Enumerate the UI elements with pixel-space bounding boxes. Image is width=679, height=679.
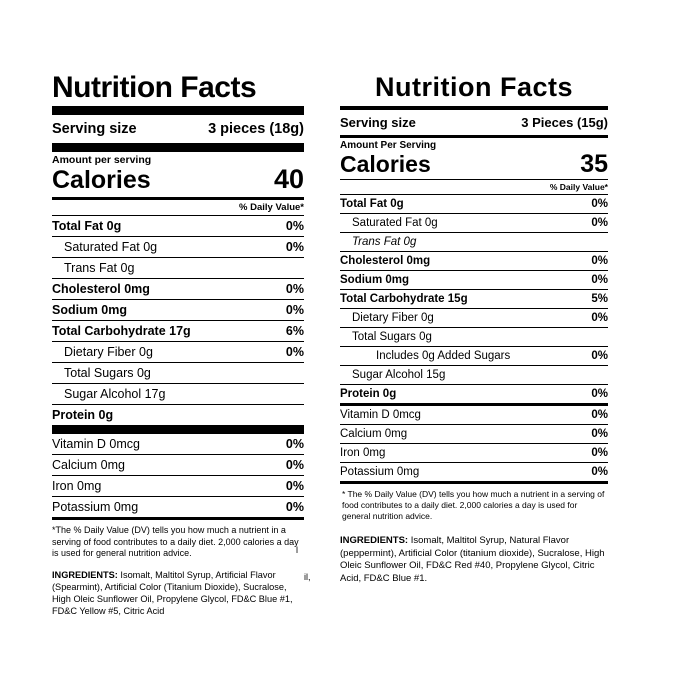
title-block-right <box>340 72 608 110</box>
page-title-right: Nutrition Facts <box>374 72 573 102</box>
nutrient-label: Potassium 0mg <box>340 466 420 478</box>
nutrient-label: Sodium 0mg <box>340 274 410 286</box>
divider-thick-left <box>52 143 304 152</box>
serving-size-value: 3 pieces (18g) <box>208 121 304 137</box>
nutrient-label: Sugar Alcohol 17g <box>64 387 166 401</box>
nutrient-dv: 0% <box>285 500 304 514</box>
nutrient-row <box>52 455 304 475</box>
nutrient-label: Saturated Fat 0g <box>352 217 438 229</box>
ingredients-block-left <box>52 560 304 617</box>
nutrient-row <box>340 271 608 289</box>
nutrient-dv: 6% <box>285 324 304 338</box>
nutrient-dv: 0% <box>285 282 304 296</box>
nutrient-row <box>340 233 608 251</box>
nutrient-row <box>52 279 304 299</box>
nutrient-label: Total Sugars 0g <box>64 366 151 380</box>
nutrient-label: Cholesterol 0mg <box>340 255 431 267</box>
nutrient-row <box>52 384 304 404</box>
nutrient-row <box>340 214 608 232</box>
nutrient-row <box>340 252 608 270</box>
nutrient-row <box>52 405 304 425</box>
serving-size-value: 3 Pieces (15g) <box>521 115 608 130</box>
nutrient-label: Total Carbohydrate 15g <box>340 293 468 305</box>
nutrient-dv: 0% <box>285 479 304 493</box>
nutrient-label: Protein 0g <box>52 408 114 422</box>
stray-text-fragment-1: l <box>296 545 298 555</box>
nutrient-dv: 0% <box>591 312 608 324</box>
nutrient-row <box>52 321 304 341</box>
nutrient-dv: 0% <box>591 255 608 267</box>
nutrient-dv: 0% <box>591 388 608 400</box>
nutrient-dv: 0% <box>591 428 608 440</box>
nutrient-row <box>340 425 608 443</box>
nutrient-row <box>52 300 304 320</box>
nutrient-row <box>52 434 304 454</box>
title-block-left <box>52 72 304 115</box>
nutrient-dv: 0% <box>285 240 304 254</box>
nutrient-row <box>52 258 304 278</box>
nutrient-dv: 0% <box>285 437 304 451</box>
ingredients-label-left: INGREDIENTS: <box>52 569 118 580</box>
nutrient-dv: 0% <box>591 409 608 421</box>
page-title-left: Nutrition Facts <box>52 71 257 104</box>
nutrient-row <box>52 476 304 496</box>
nutrient-dv: 0% <box>285 458 304 472</box>
serving-size-row-right <box>340 110 608 135</box>
nutrient-label: Vitamin D 0mcg <box>52 437 140 451</box>
nutrient-row <box>340 195 608 213</box>
nutrient-label: Calcium 0mg <box>340 428 408 440</box>
nutrient-dv: 0% <box>591 274 608 286</box>
nutrient-label: Trans Fat 0g <box>64 261 135 275</box>
nutrient-dv: 0% <box>591 198 608 210</box>
amount-per-serving-label-left: Amount per serving <box>52 154 152 166</box>
ingredients-label-right: INGREDIENTS: <box>340 535 409 546</box>
nutrient-row <box>52 216 304 236</box>
nutrient-label: Protein 0g <box>340 388 397 400</box>
calories-label-right: Calories <box>340 151 431 177</box>
calories-value-right: 35 <box>580 150 608 178</box>
nutrient-dv: 0% <box>591 466 608 478</box>
nutrient-label: Dietary Fiber 0g <box>64 345 153 359</box>
nutrient-row <box>52 497 304 517</box>
stray-text-fragment-2: il, <box>304 572 311 582</box>
nutrient-label: Iron 0mg <box>52 479 102 493</box>
nutrient-label: Total Fat 0g <box>52 219 122 233</box>
nutrient-label: Total Sugars 0g <box>352 331 432 343</box>
nutrient-row <box>340 463 608 481</box>
nutrient-label: Saturated Fat 0g <box>64 240 158 254</box>
divider-thick-left-2 <box>52 425 304 434</box>
nutrient-label: Iron 0mg <box>340 447 386 459</box>
nutrient-dv: 0% <box>285 303 304 317</box>
nutrition-facts-panel-right <box>340 72 608 585</box>
nutrient-label: Total Fat 0g <box>340 198 404 210</box>
nutrient-label: Dietary Fiber 0g <box>352 312 434 324</box>
nutrient-dv: 0% <box>591 447 608 459</box>
nutrient-row <box>52 363 304 383</box>
daily-value-footnote-left: *The % Daily Value (DV) tells you how much a nutrient in a serving of food contributes to a daily diet. 2,000 calories a day is used for general nutrition advice. <box>52 525 299 558</box>
nutrient-label: Sugar Alcohol 15g <box>352 369 446 381</box>
nutrient-dv: 0% <box>285 345 304 359</box>
nutrient-label: Calcium 0mg <box>52 458 125 472</box>
ingredients-text-right: Isomalt, Maltitol Syrup, Natural Flavor (peppermint), Artificial Color (titanium dioxide), Sucralose, High Oleic Sunflower Oil, FD&C Red #40, Propylene Glycol, Citric Acid, FD&C Blue #1. <box>340 535 605 584</box>
serving-size-row-left <box>52 115 304 143</box>
nutrient-row <box>340 290 608 308</box>
daily-value-header-right: % Daily Value* <box>549 182 608 192</box>
nutrient-dv: 0% <box>285 219 304 233</box>
nutrient-row <box>52 237 304 257</box>
nutrient-label: Trans Fat 0g <box>352 236 417 248</box>
nutrient-label: Total Carbohydrate 17g <box>52 324 191 338</box>
calories-value-left: 40 <box>273 164 304 194</box>
nutrient-label: Vitamin D 0mcg <box>340 409 421 421</box>
ingredients-block-right <box>340 522 608 585</box>
nutrient-dv: 5% <box>591 293 608 305</box>
daily-value-footnote-right: * The % Daily Value (DV) tells you how much a nutrient in a serving of food contributes to a daily diet. 2,000 calories a day is used for general nutrition advice. <box>342 489 605 521</box>
nutrient-row <box>340 309 608 327</box>
nutrient-row <box>340 366 608 384</box>
nutrient-row <box>340 385 608 403</box>
nutrition-facts-panel-left <box>52 72 304 617</box>
nutrient-label: Sodium 0mg <box>52 303 128 317</box>
calories-row-right <box>340 151 608 179</box>
nutrient-dv: 0% <box>591 350 608 362</box>
nutrient-row <box>52 342 304 362</box>
nutrient-label: Cholesterol 0mg <box>52 282 150 296</box>
serving-size-label: Serving size <box>340 115 416 130</box>
nutrient-dv: 0% <box>591 217 608 229</box>
amount-per-serving-label-right: Amount Per Serving <box>340 140 437 151</box>
nutrient-row <box>340 444 608 462</box>
calories-label-left: Calories <box>52 166 151 194</box>
nutrient-label: Includes 0g Added Sugars <box>376 350 511 362</box>
calories-row-left <box>52 166 304 197</box>
nutrient-row <box>340 328 608 346</box>
nutrient-label: Potassium 0mg <box>52 500 139 514</box>
nutrient-row <box>340 347 608 365</box>
serving-size-label: Serving size <box>52 121 137 137</box>
daily-value-header-left: % Daily Value* <box>239 202 304 213</box>
ingredients-text-left: Isomalt, Maltitol Syrup, Artificial Flavor (Spearmint), Artificial Color (Titanium Dioxide), Sucralose, High Oleic Sunflower Oil, Propylene Glycol, FD&C Blue #1, FD&C Yellow #5, Citric Acid <box>52 569 293 616</box>
nutrient-row <box>340 406 608 424</box>
